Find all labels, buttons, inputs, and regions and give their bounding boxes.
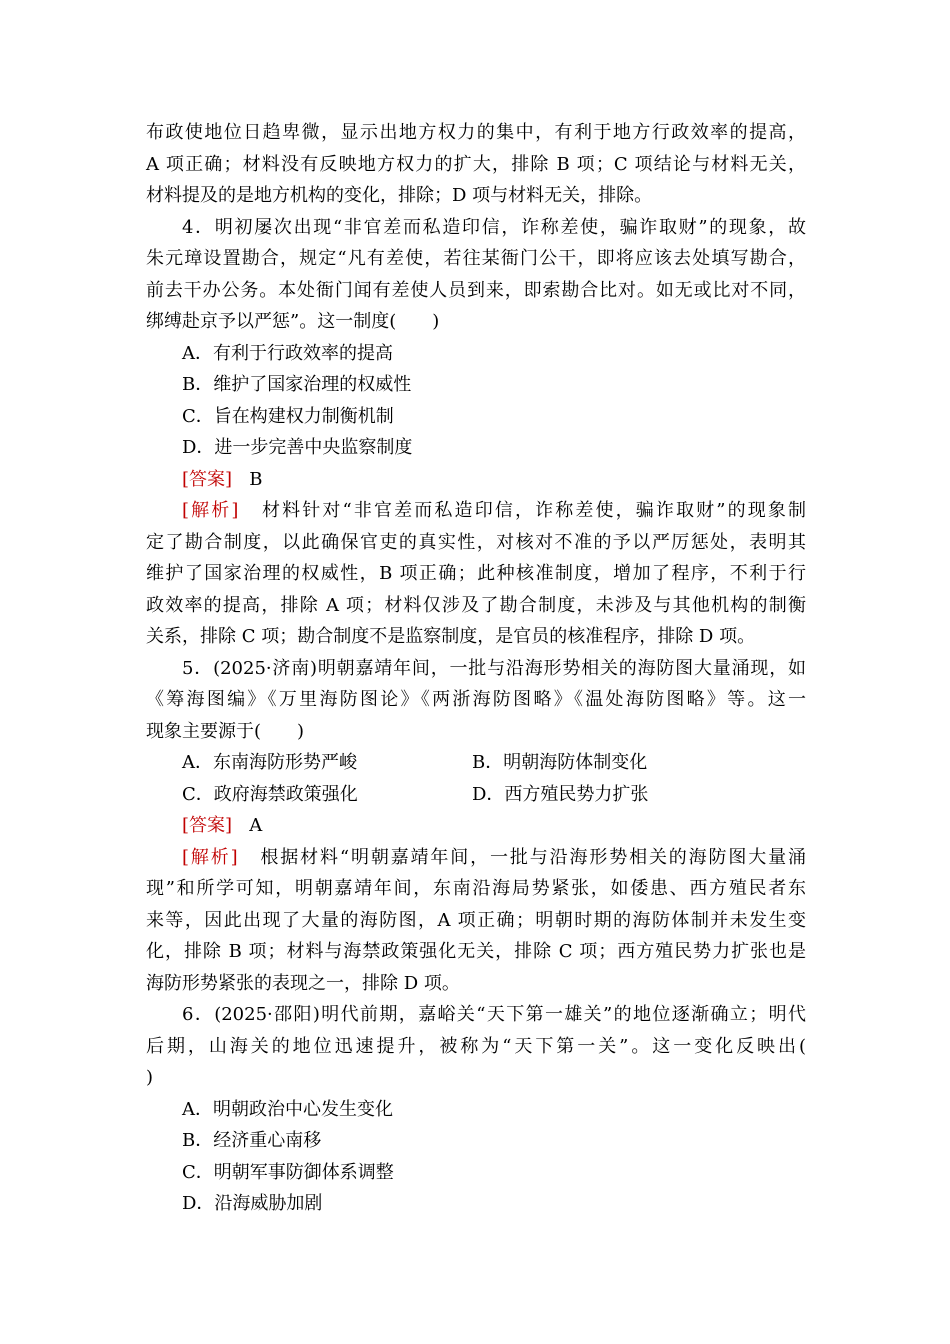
answer-value: A	[249, 815, 263, 836]
question-stem-line: 4．明初屡次出现“非官差而私造印信，诈称差使，骗诈取财”的现象，故	[182, 216, 806, 238]
option-row	[146, 779, 806, 811]
option-b: B．经济重心南移	[182, 1130, 322, 1151]
analysis-line	[146, 842, 806, 874]
option-row	[146, 747, 806, 779]
text-line: 材料提及的是地方机构的变化，排除；D 项与材料无关，排除。	[146, 185, 653, 206]
option-a: A．东南海防形势严峻	[182, 752, 357, 773]
question-stem-line: 后期，山海关的地位迅速提升，被称为“天下第一关”。这一变化反映出(	[146, 1035, 806, 1057]
option-a: A．明朝政治中心发生变化	[182, 1098, 393, 1120]
answer-value: B	[249, 468, 263, 490]
question-4	[146, 212, 806, 653]
question-stem-line: 现象主要源于( )	[146, 720, 305, 742]
question-stem-line: )	[146, 1067, 154, 1088]
answer-tag: [答案]	[182, 815, 233, 836]
answer-line	[146, 464, 806, 496]
analysis-tag: [解析]	[182, 500, 239, 521]
question-stem-line: 前去干办公务。本处衙门闻有差使人员到来，即索勘合比对。如无或比对不同，	[146, 279, 806, 301]
option-a: A．有利于行政效率的提高	[182, 342, 393, 364]
question-5	[146, 653, 806, 1000]
analysis-line: 政效率的提高，排除 A 项；材料仅涉及了勘合制度，未涉及与其他机构的制衡	[146, 594, 806, 616]
document-body	[146, 117, 806, 1220]
option-b: B．明朝海防体制变化	[472, 752, 648, 773]
answer-line	[146, 810, 806, 842]
option-c: C．明朝军事防御体系调整	[182, 1161, 394, 1183]
analysis-line: 海防形势紧张的表现之一，排除 D 项。	[146, 972, 460, 994]
analysis-tag: [解析]	[182, 846, 238, 868]
option-d: D．进一步完善中央监察制度	[182, 437, 413, 458]
question-stem-line: 朱元璋设置勘合，规定“凡有差使，若往某衙门公干，即将应该去处填写勘合，	[146, 248, 806, 269]
question-stem-line: 6．(2025·邵阳)明代前期，嘉峪关“天下第一雄关”的地位逐渐确立；明代	[182, 1004, 806, 1025]
analysis-line: 定了勘合制度，以此确保官吏的真实性，对核对不准的予以严厉惩处，表明其	[146, 531, 806, 553]
option-d: D．西方殖民势力扩张	[472, 783, 649, 805]
question-stem-line: 5．(2025·济南)明朝嘉靖年间，一批与沿海形势相关的海防图大量涌现，如	[182, 657, 806, 679]
text-line: A 项正确；材料没有反映地方权力的扩大，排除 B 项；C 项结论与材料无关，	[146, 153, 806, 175]
previous-explanation	[146, 117, 806, 212]
option-c: C．政府海禁政策强化	[182, 783, 358, 805]
answer-tag: [答案]	[182, 468, 233, 490]
analysis-line	[146, 495, 806, 527]
analysis-line: 关系，排除 C 项；勘合制度不是监察制度，是官员的核准程序，排除 D 项。	[146, 626, 756, 647]
option-d: D．沿海威胁加剧	[182, 1193, 323, 1214]
analysis-text: 材料针对“非官差而私造印信，诈称差使，骗诈取财”的现象制	[262, 500, 807, 521]
analysis-line: 化，排除 B 项；材料与海禁政策强化无关，排除 C 项；西方殖民势力扩张也是	[146, 941, 806, 962]
analysis-line: 现”和所学可知，明朝嘉靖年间，东南沿海局势紧张，如倭患、西方殖民者东	[146, 878, 806, 899]
question-stem-line: 《筹海图编》《万里海防图论》《两浙海防图略》《温处海防图略》等。这一	[146, 689, 806, 710]
option-c: C．旨在构建权力制衡机制	[182, 405, 394, 427]
option-b: B．维护了国家治理的权威性	[182, 374, 412, 395]
question-stem-line: 绑缚赴京予以严惩”。这一制度( )	[146, 311, 440, 332]
analysis-line: 维护了国家治理的权威性，B 项正确；此种核准制度，增加了程序，不利于行	[146, 563, 806, 584]
question-6	[146, 999, 806, 1220]
analysis-text: 根据材料“明朝嘉靖年间，一批与沿海形势相关的海防图大量涌	[260, 846, 807, 868]
text-line: 布政使地位日趋卑微，显示出地方权力的集中，有利于地方行政效率的提高，	[146, 122, 806, 143]
analysis-line: 来等，因此出现了大量的海防图，A 项正确；明朝时期的海防体制并未发生变	[146, 909, 806, 931]
